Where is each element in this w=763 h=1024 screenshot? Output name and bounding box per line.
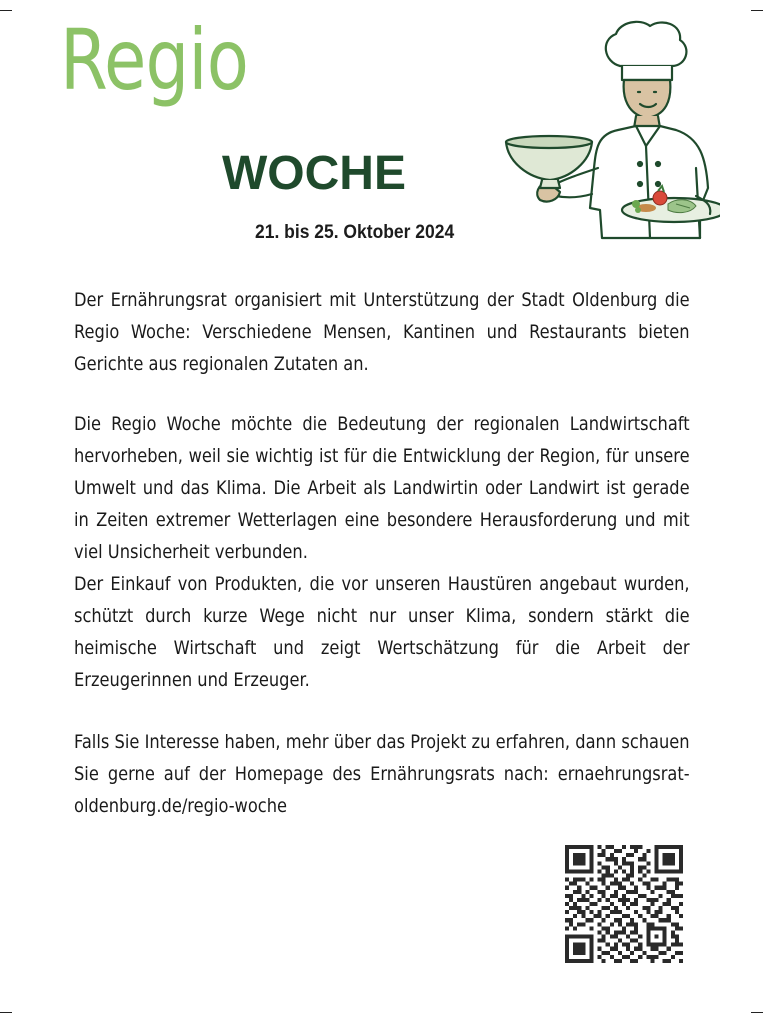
qr-code-icon[interactable]	[565, 845, 683, 963]
paragraph-homepage: Falls Sie Interesse haben, mehr über das Projekt zu erfahren, dann schauen Sie gerne auf der Homepage des Ernährungsrats nach: ernaehrungsrat-oldenburg.de/regio-woche	[74, 731, 690, 817]
event-dates: 21. bis 25. Oktober 2024	[255, 222, 455, 243]
chef-icon	[500, 18, 720, 248]
paragraph-purchasing: Der Einkauf von Produkten, die vor unseren Haustüren angebaut wurden, schützt durch kurze Wege nicht nur unser Klima, sondern stärkt die heimische Wirtschaft und zeigt Wertschätzung für die Arbeit der Erzeugerinnen und Erzeuger.	[74, 573, 690, 691]
paragraph-intro: Der Ernährungsrat organisiert mit Unterstützung der Stadt Oldenburg die Regio Woche: Verschiedene Mensen, Kantinen und Restaurants bieten Gerichte aus regionalen Zutaten an.	[74, 289, 690, 375]
logo-woche: WOCHE	[222, 147, 406, 200]
paragraph-importance: Die Regio Woche möchte die Bedeutung der regionalen Landwirtschaft hervorheben, weil sie wichtig ist für die Entwicklung der Region, für unsere Umwelt und das Klima. Die Arbeit als Landwirtin oder Landwirt ist gerade in Zeiten extremer Wetterlagen eine besondere Herausforderung und mit viel Unsicherheit verbunden.	[74, 413, 690, 563]
crop-mark-top-left	[0, 10, 12, 11]
logo-regio: Regio	[60, 11, 249, 109]
crop-mark-top-right	[751, 10, 763, 11]
crop-mark-bottom-right	[751, 1012, 763, 1013]
crop-mark-bottom-left	[0, 1012, 12, 1013]
